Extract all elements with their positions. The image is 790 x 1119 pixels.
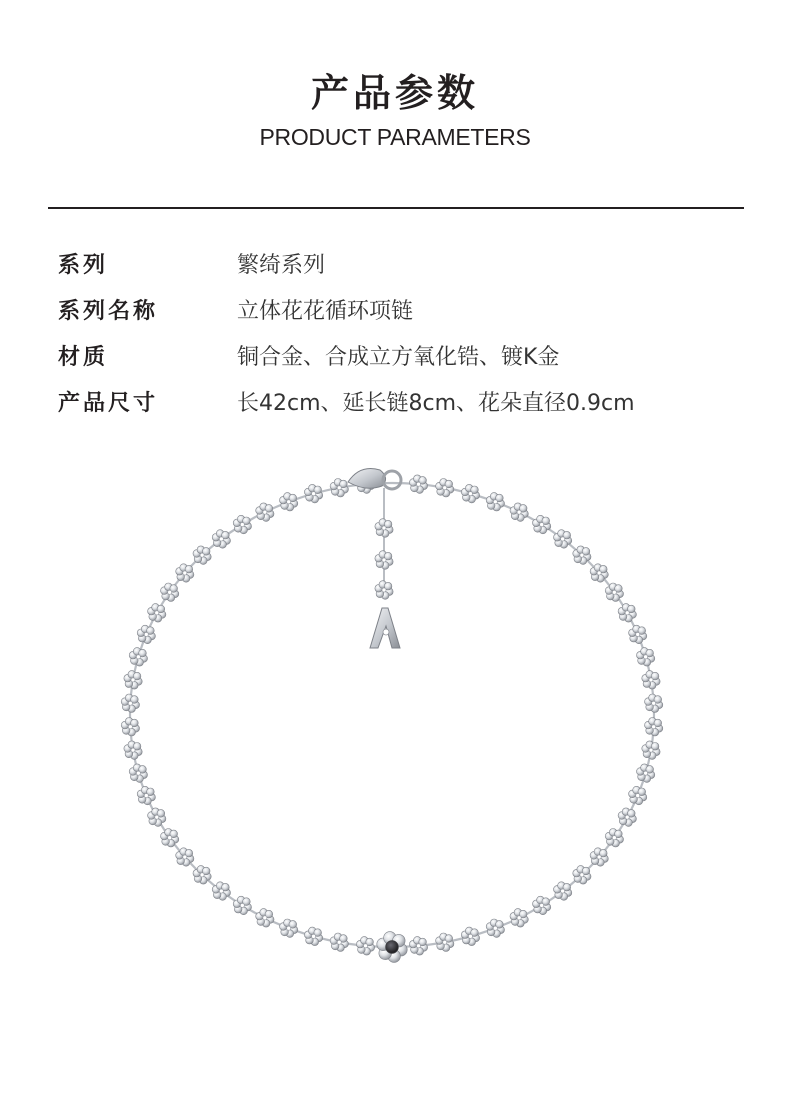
flower-center: [263, 510, 267, 514]
flower-link: [461, 927, 479, 946]
flower-center: [517, 510, 521, 514]
flower-link: [304, 927, 322, 946]
flower-center: [580, 873, 584, 877]
flower-center: [312, 934, 316, 938]
flower-center: [443, 940, 447, 944]
flower-center: [136, 771, 140, 775]
flower-center: [540, 903, 544, 907]
flower-center: [168, 590, 172, 594]
flower-center: [144, 632, 148, 636]
flower-link: [137, 786, 155, 805]
flower-link: [304, 484, 322, 503]
flower-link: [356, 937, 374, 956]
flower-center: [493, 926, 497, 930]
flower-link: [590, 848, 608, 866]
flower-center: [155, 815, 159, 819]
flower-center: [517, 916, 521, 920]
flower-center: [168, 836, 172, 840]
flower-link: [573, 866, 591, 885]
flower-center: [468, 492, 472, 496]
flower-link: [193, 546, 211, 565]
flower-link: [280, 919, 298, 937]
flower-center: [131, 748, 135, 752]
flower-center: [219, 537, 223, 541]
flower-link: [637, 764, 655, 783]
extender-flower: [375, 551, 393, 570]
flower-link: [330, 933, 348, 952]
flower-center: [597, 571, 601, 575]
flower-center: [183, 855, 187, 859]
flower-center: [183, 571, 187, 575]
flower-link: [510, 503, 528, 522]
flower-link: [605, 829, 623, 848]
flower-link: [409, 475, 427, 494]
flower-center: [636, 632, 640, 636]
flower-center: [200, 553, 204, 557]
param-row-size: [58, 386, 758, 432]
flower-center: [652, 725, 656, 729]
flower-center: [287, 926, 291, 930]
flower-link: [642, 671, 660, 690]
param-value: 铜合金、合成立方氧化锆、镀K金: [237, 345, 560, 370]
clasp-layer: [348, 469, 401, 649]
lobster-clasp: [348, 469, 386, 489]
flower-link: [436, 479, 454, 498]
flower-link: [510, 909, 528, 928]
flower-link: [121, 718, 139, 737]
flower-center: [644, 771, 648, 775]
flower-link: [212, 882, 230, 901]
flower-center: [644, 655, 648, 659]
flower-center: [337, 486, 341, 490]
flower-center: [312, 492, 316, 496]
flower-link: [148, 808, 166, 827]
flower-link: [330, 479, 348, 498]
page-subtitle: PRODUCT PARAMETERS: [259, 124, 531, 150]
param-label: 系列: [58, 253, 109, 278]
flower-link: [461, 484, 479, 503]
flower-center: [155, 611, 159, 615]
flower-link: [161, 829, 179, 848]
parameters-table: [58, 248, 758, 432]
flower-center: [561, 537, 565, 541]
flower-link: [486, 493, 504, 511]
flower-link: [629, 625, 647, 644]
flower-center: [443, 486, 447, 490]
flower-center: [263, 916, 267, 920]
flower-link: [436, 933, 454, 952]
flower-link: [645, 694, 663, 713]
flower-center: [240, 523, 244, 527]
flower-link: [533, 896, 551, 915]
flower-center: [636, 794, 640, 798]
flower-center: [287, 500, 291, 504]
extender-flower: [375, 519, 393, 538]
flower-center: [561, 889, 565, 893]
product-image: [0, 440, 790, 1040]
flower-center: [597, 855, 601, 859]
flower-link: [137, 625, 155, 644]
divider: [48, 207, 744, 209]
flower-center: [493, 500, 497, 504]
gem-stone: [386, 941, 399, 954]
center-flower: [377, 932, 407, 963]
flower-layer: [121, 475, 663, 962]
param-row-series: [58, 248, 758, 294]
extender-flower: [375, 581, 393, 600]
flower-link: [121, 694, 139, 713]
flower-link: [280, 493, 298, 511]
param-label: 产品尺寸: [58, 391, 159, 416]
flower-center: [612, 836, 616, 840]
param-row-material: [58, 340, 758, 386]
flower-center: [417, 944, 421, 948]
flower-link: [256, 503, 274, 522]
flower-link: [148, 604, 166, 623]
flower-link: [409, 937, 427, 956]
flower-link: [176, 564, 194, 582]
charm-stone: [383, 629, 389, 635]
flower-center: [382, 588, 386, 592]
flower-link: [637, 648, 655, 667]
flower-link: [256, 909, 274, 928]
flower-center: [652, 701, 656, 705]
flower-center: [144, 794, 148, 798]
flower-link: [161, 583, 179, 602]
param-value: 立体花花循环项链: [237, 299, 414, 324]
flower-link: [642, 741, 660, 760]
flower-center: [128, 701, 132, 705]
necklace-illustration: [0, 440, 790, 1040]
flower-center: [136, 655, 140, 659]
flower-center: [580, 553, 584, 557]
flower-center: [625, 815, 629, 819]
flower-center: [382, 558, 386, 562]
flower-link: [124, 741, 142, 760]
letter-a-charm: [370, 608, 400, 648]
flower-center: [417, 482, 421, 486]
flower-center: [382, 526, 386, 530]
param-value: 繁绮系列: [237, 253, 326, 278]
flower-link: [212, 530, 230, 549]
flower-center: [612, 590, 616, 594]
flower-center: [468, 934, 472, 938]
flower-link: [233, 896, 251, 915]
flower-link: [605, 583, 623, 602]
flower-center: [649, 678, 653, 682]
page-title: 产品参数: [310, 71, 479, 115]
flower-center: [240, 903, 244, 907]
param-row-series-name: [58, 294, 758, 340]
flower-center: [131, 678, 135, 682]
flower-center: [625, 611, 629, 615]
flower-link: [129, 764, 147, 783]
flower-center: [337, 940, 341, 944]
flower-link: [629, 786, 647, 805]
flower-link: [233, 515, 251, 534]
flower-center: [219, 889, 223, 893]
param-label: 材质: [58, 345, 109, 370]
flower-link: [645, 718, 663, 737]
flower-center: [540, 523, 544, 527]
param-label: 系列名称: [58, 299, 159, 324]
flower-link: [554, 530, 572, 549]
flower-center: [200, 873, 204, 877]
flower-link: [129, 648, 147, 667]
flower-link: [618, 604, 636, 623]
flower-link: [554, 882, 572, 901]
param-value: 长42cm、延长链8cm、花朵直径0.9cm: [237, 391, 635, 416]
flower-link: [618, 808, 636, 827]
flower-center: [128, 725, 132, 729]
flower-center: [364, 944, 368, 948]
flower-link: [533, 515, 551, 534]
flower-link: [124, 671, 142, 690]
flower-link: [486, 919, 504, 937]
flower-center: [649, 748, 653, 752]
